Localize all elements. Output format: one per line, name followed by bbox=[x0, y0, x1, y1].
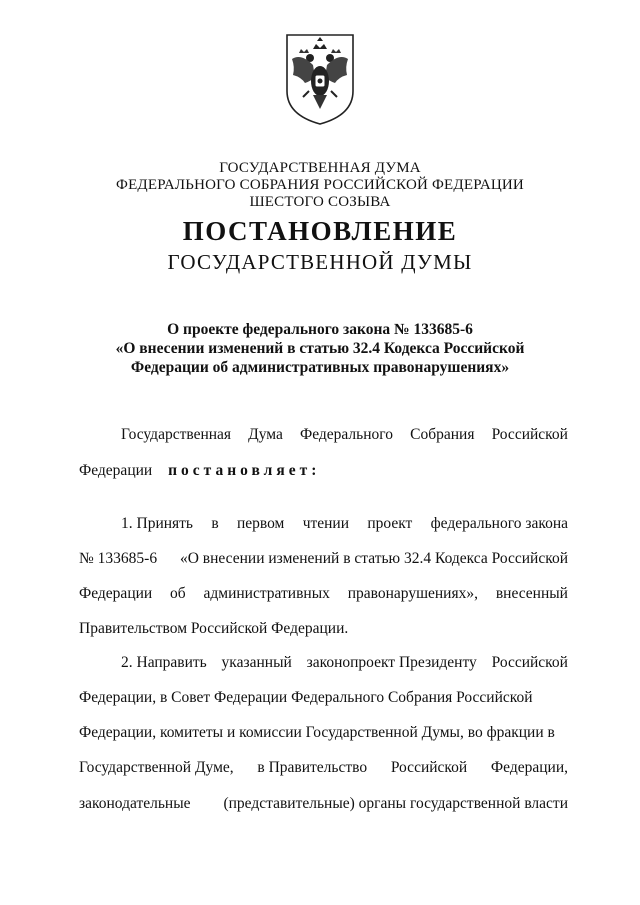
word: (представительные) органы государственной власти bbox=[223, 795, 568, 812]
paragraph-2-line-3: Федерации, комитеты и комиссии Государственной Думы, во фракции в bbox=[79, 724, 555, 741]
word: «О внесении изменений в статью 32.4 Кодекса Российской bbox=[179, 550, 568, 567]
word: Федерации bbox=[79, 462, 153, 479]
word: Дума bbox=[248, 426, 283, 443]
word: законодательные bbox=[79, 795, 191, 812]
word: 1. Принять bbox=[121, 515, 194, 532]
word: внесенный bbox=[495, 585, 568, 602]
preamble-line-2 bbox=[79, 462, 568, 480]
authority-line-1: ГОСУДАРСТВЕННАЯ ДУМА bbox=[219, 160, 421, 176]
word: чтении bbox=[302, 515, 350, 532]
subject-line-1: О проекте федерального закона № 133685-6 bbox=[167, 321, 473, 338]
word: Федерации, bbox=[490, 759, 568, 776]
paragraph-1-line-3 bbox=[79, 585, 568, 603]
paragraph-2-line-1 bbox=[121, 654, 568, 672]
word: Федерального bbox=[299, 426, 394, 443]
word: Государственная bbox=[121, 426, 232, 443]
word: Российской bbox=[491, 426, 568, 443]
word: первом bbox=[236, 515, 285, 532]
paragraph-2-line-5 bbox=[79, 795, 568, 813]
word: правонарушениях», bbox=[347, 585, 478, 602]
word: об bbox=[170, 585, 186, 602]
word: федерального закона bbox=[430, 515, 568, 532]
word: Российской bbox=[491, 654, 568, 671]
paragraph-1-line-4: Правительством Российской Федерации. bbox=[79, 620, 349, 637]
paragraph-2-line-2: Федерации, в Совет Федерации Федерального Собрания Российской bbox=[79, 689, 533, 706]
paragraph-1-line-2 bbox=[79, 550, 568, 568]
paragraph-1-line-1 bbox=[121, 515, 568, 533]
word: законопроект Президенту bbox=[306, 654, 477, 671]
authority-line-2: ФЕДЕРАЛЬНОГО СОБРАНИЯ РОССИЙСКОЙ ФЕДЕРАЦИИ bbox=[116, 177, 524, 193]
paragraph-2-line-4 bbox=[79, 759, 568, 777]
document-subtitle: ГОСУДАРСТВЕННОЙ ДУМЫ bbox=[167, 250, 473, 274]
word: проект bbox=[367, 515, 413, 532]
word: № 133685-6 bbox=[79, 550, 158, 567]
word: указанный bbox=[221, 654, 292, 671]
authority-line-3: ШЕСТОГО СОЗЫВА bbox=[249, 194, 391, 210]
word: Федерации bbox=[79, 585, 153, 602]
decrees-word: постановляет: bbox=[168, 462, 321, 479]
issuing-authority bbox=[0, 160, 640, 211]
word: Российской bbox=[390, 759, 468, 776]
document-title: ПОСТАНОВЛЕНИЕ bbox=[182, 216, 458, 246]
word: Государственной Думе, bbox=[79, 759, 234, 776]
subject-line-2: «О внесении изменений в статью 32.4 Кодекса Российской bbox=[115, 340, 525, 357]
word: в Правительство bbox=[257, 759, 368, 776]
word: административных bbox=[203, 585, 330, 602]
document-subject bbox=[0, 320, 640, 377]
preamble-line-1 bbox=[121, 426, 568, 444]
subject-line-3: Федерации об административных правонарушениях» bbox=[130, 359, 510, 376]
state-emblem-icon bbox=[283, 31, 357, 127]
word: Собрания bbox=[410, 426, 475, 443]
word: в bbox=[211, 515, 219, 532]
word: 2. Направить bbox=[121, 654, 207, 671]
